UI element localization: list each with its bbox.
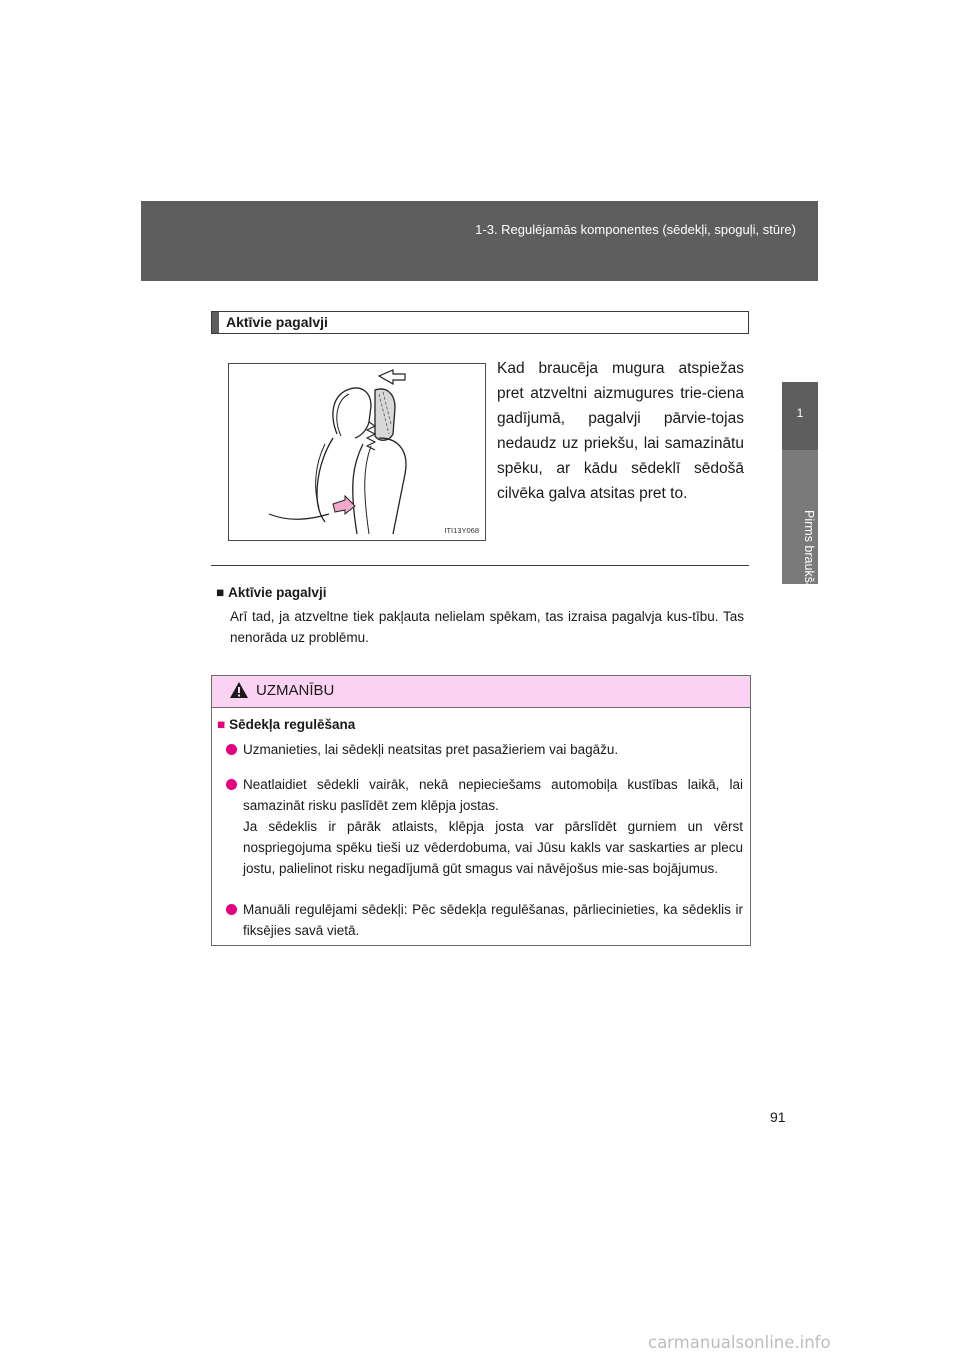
section-title: Aktīvie pagalvji [226, 314, 328, 330]
figure-code: ITI13Y068 [444, 526, 479, 535]
seat-head-drawing [229, 364, 485, 540]
caution-subtitle-text: Sēdekļa regulēšana [229, 717, 356, 732]
caution-bullet-text: Manuāli regulējami sēdekļi: Pēc sēdekļa regulēšanas, pārliecinieties, ka sēdeklis ir fiksējies savā vietā. [243, 902, 743, 938]
section-title-box [211, 311, 749, 334]
caution-bullet [243, 739, 743, 760]
page-header [141, 201, 818, 281]
note-title [216, 585, 326, 600]
caution-bullet-text: Uzmanieties, lai sēdekļi neatsitas pret pasažieriem vai bagāžu. [243, 742, 619, 757]
caution-header [212, 676, 750, 708]
bullet-dot-icon [226, 779, 237, 790]
chapter-number: 1 [796, 406, 804, 420]
note-marker: ■ [216, 585, 225, 600]
intro-paragraph: Kad braucēja mugura atspiežas pret atzveltni aizmugures trie-ciena gadījumā, pagalvji pārvie-tojas nedaudz uz priekšu, lai samazinātu spēku, ar kādu sēdeklī sēdošā cilvēka galva atsitas pret to. [497, 360, 744, 502]
note-text: Arī tad, ja atzveltne tiek pakļauta nelielam spēkam, tas izraisa pagalvja kus-tību. Tas nenorāda uz problēmu. [230, 609, 744, 645]
caution-bullet-continuation [243, 816, 743, 879]
caution-bullet [243, 899, 743, 941]
page-number: 91 [770, 1109, 786, 1125]
caution-bullet-text: Neatlaidiet sēdekli vairāk, nekā nepieciešams automobiļa kustības laikā, lai samazināt risku paslīdēt zem klēpja jostas. [243, 777, 743, 813]
chapter-tab [782, 382, 818, 450]
section-divider [211, 565, 749, 566]
watermark: carmanualsonline.info [648, 1333, 831, 1352]
caution-bullet-text: Ja sēdeklis ir pārāk atlaists, klēpja josta var pārslīdēt gurniem un vērst nospriegojuma spēku tieši uz vēderdobuma, vai Jūsu kakls var saskarties ar plecu jostu, palielinot risku negadījumā gūt smagus vai nāvējošus mie-sas bojājumus. [243, 819, 743, 876]
chapter-label: Pirms braukšanas [802, 510, 816, 611]
header-title: 1-3. Regulējamās komponentes (sēdekļi, spoguļi, stūre) [475, 222, 796, 237]
caution-subtitle [217, 717, 355, 732]
caution-title: UZMANĪBU [256, 682, 335, 699]
bullet-dot-icon [226, 904, 237, 915]
headrest-illustration [228, 363, 486, 541]
caution-box [211, 675, 751, 946]
caution-bullet [243, 774, 743, 816]
push-arrow-icon [333, 496, 355, 514]
note-title-text: Aktīvie pagalvji [228, 585, 327, 600]
warning-icon [229, 681, 249, 699]
caution-marker: ■ [217, 717, 226, 732]
bullet-dot-icon [226, 744, 237, 755]
section-title-bar [212, 312, 219, 333]
motion-arrow-icon [379, 370, 405, 384]
